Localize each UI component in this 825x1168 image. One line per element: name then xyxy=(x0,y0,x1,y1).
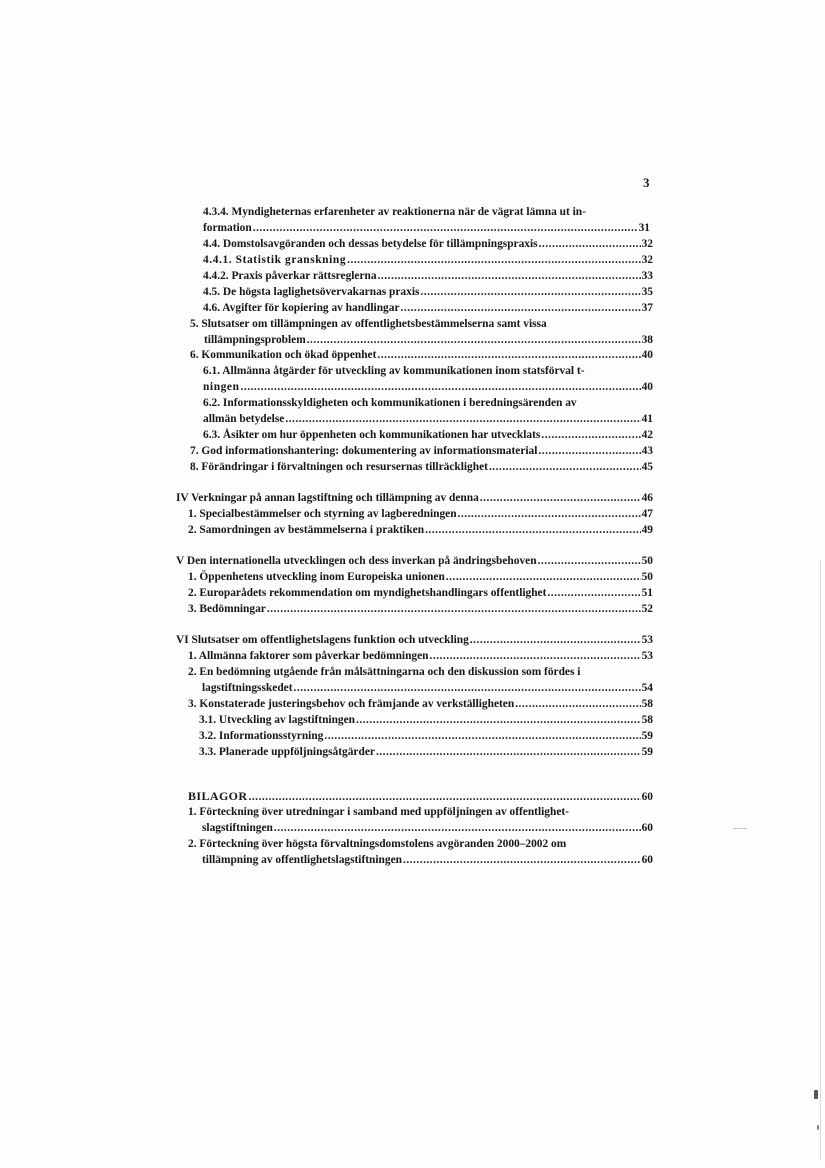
toc-entry-page: 40 xyxy=(641,349,653,361)
dot-leader xyxy=(377,347,640,363)
dot-leader xyxy=(425,522,641,538)
toc-entry-label-cont: tillämpning av offentlighetslagstiftningen xyxy=(202,854,402,866)
toc-entry-label: 4.4. Domstolsavgöranden och dessas betydelse för tillämpningspraxis xyxy=(203,238,538,250)
dot-leader xyxy=(307,332,641,348)
scan-speck xyxy=(814,1090,818,1099)
dot-leader xyxy=(285,411,640,427)
toc-entry-label: 3.2. Informationsstyrning xyxy=(199,730,324,742)
toc-entry-4-3-4[interactable] xyxy=(203,204,650,236)
toc-entry-page: 50 xyxy=(641,571,653,583)
toc-entry-label: 6.2. Informationsskyldigheten och kommunikationen i beredningsärenden av xyxy=(203,397,577,409)
toc-entry-chapter-vi[interactable] xyxy=(176,632,653,648)
toc-entry-page: 40 xyxy=(641,381,653,393)
toc-entry-label: 8. Förändringar i förvaltningen och resursernas tillräcklighet xyxy=(190,461,488,473)
toc-entry-page: 45 xyxy=(641,461,653,473)
toc-entry-bilaga-2[interactable] xyxy=(188,836,653,868)
toc-entry-label: VI Slutsatser om offentlighetslagens funktion och utveckling xyxy=(176,634,469,646)
toc-entry-4-5[interactable] xyxy=(203,284,653,300)
toc-entry-vi-3-1[interactable] xyxy=(199,712,653,728)
dot-leader xyxy=(538,553,641,569)
toc-entry-page: 31 xyxy=(638,222,650,234)
toc-entry-label: 2. Förteckning över högsta förvaltningsdomstolens avgöranden 2000–2002 om xyxy=(188,838,567,850)
toc-entry-6-2[interactable] xyxy=(203,395,653,427)
toc-entry-8[interactable] xyxy=(190,459,653,475)
toc-entry-page: 37 xyxy=(641,302,653,314)
toc-entry-page: 59 xyxy=(641,730,653,742)
toc-entry-v-3[interactable] xyxy=(188,601,653,617)
toc-entry-label: 6.3. Åsikter om hur öppenheten och kommunikationen har utvecklats xyxy=(203,429,541,441)
dot-leader xyxy=(347,252,640,268)
toc-entry-label: V Den internationella utvecklingen och dess inverkan på ändringsbehoven xyxy=(176,555,537,567)
toc-entry-iv-2[interactable] xyxy=(188,522,653,538)
toc-entry-label: 2. En bedömning utgående från målsättningarna och den diskussion som fördes i xyxy=(188,666,581,678)
dot-leader xyxy=(274,820,641,836)
toc-entry-chapter-iv[interactable] xyxy=(176,490,653,506)
toc-entry-vi-3-2[interactable] xyxy=(199,728,653,744)
dot-leader xyxy=(241,379,641,395)
toc-entry-label: 6.1. Allmänna åtgärder för utveckling av kommunikationen inom statsförval t- xyxy=(203,365,585,377)
toc-entry-label: 6. Kommunikation och ökad öppenhet xyxy=(190,349,377,361)
toc-entry-label: 4.5. De högsta laglighetsövervakarnas praxis xyxy=(203,286,420,298)
toc-entry-label: 7. God informationshantering: dokumentering av informationsmaterial xyxy=(190,445,538,457)
toc-entry-vi-3-3[interactable] xyxy=(199,744,653,760)
dot-leader xyxy=(294,680,641,696)
toc-entry-page: 58 xyxy=(641,714,653,726)
toc-entry-page: 47 xyxy=(641,508,653,520)
dot-leader xyxy=(541,427,640,443)
dot-leader xyxy=(248,789,640,805)
toc-entry-label: 1. Allmänna faktorer som påverkar bedömningen xyxy=(188,650,429,662)
dot-leader xyxy=(470,632,641,648)
dot-leader xyxy=(403,852,641,868)
toc-entry-label: 1. Förteckning över utredningar i samband med uppföljningen av offentlighet- xyxy=(188,806,569,818)
toc-entry-5[interactable] xyxy=(190,316,653,348)
toc-entry-v-2[interactable] xyxy=(188,585,653,601)
toc-entry-4-4[interactable] xyxy=(203,236,653,252)
toc-entry-page: 33 xyxy=(641,270,653,282)
toc-entry-page: 32 xyxy=(641,254,653,266)
toc-entry-page: 42 xyxy=(641,429,653,441)
toc-entry-6-3[interactable] xyxy=(203,427,653,443)
toc-entry-page: 51 xyxy=(641,587,653,599)
scan-edge-line xyxy=(820,560,821,1160)
toc-entry-chapter-v[interactable] xyxy=(176,553,653,569)
toc-entry-page: 38 xyxy=(641,334,653,346)
toc-entry-label: 1. Specialbestämmelser och styrning av lagberedningen xyxy=(188,508,457,520)
dot-leader xyxy=(430,648,641,664)
toc-entry-page: 52 xyxy=(641,603,653,615)
toc-entry-6[interactable] xyxy=(190,347,653,363)
toc-entry-label: 2. Europarådets rekommendation om myndighetshandlingars offentlighet xyxy=(188,587,547,599)
dot-leader xyxy=(538,443,640,459)
toc-entry-page: 41 xyxy=(641,413,653,425)
toc-entry-vi-1[interactable] xyxy=(188,648,653,664)
toc-entry-label: IV Verkningar på annan lagstiftning och tillämpning av denna xyxy=(176,492,479,504)
toc-entry-page: 60 xyxy=(641,822,653,834)
toc-entry-label: 4.6. Avgifter för kopiering av handlingar xyxy=(203,302,400,314)
toc-entry-page: 35 xyxy=(641,286,653,298)
dot-leader xyxy=(515,696,640,712)
scan-speck xyxy=(733,828,747,829)
toc-entry-4-6[interactable] xyxy=(203,300,653,316)
dot-leader xyxy=(267,601,641,617)
toc-entry-page: 46 xyxy=(641,492,653,504)
toc-entry-label: 2. Samordningen av bestämmelserna i praktiken xyxy=(188,524,425,536)
toc-entry-v-1[interactable] xyxy=(188,569,653,585)
dot-leader xyxy=(376,744,641,760)
toc-entry-label: 4.3.4. Myndigheternas erfarenheter av reaktionerna när de vägrat lämna ut in- xyxy=(203,206,586,218)
toc-entry-7[interactable] xyxy=(190,443,653,459)
toc-entry-page: 50 xyxy=(641,555,653,567)
toc-entry-4-4-2[interactable] xyxy=(203,268,653,284)
toc-entry-page: 32 xyxy=(641,238,653,250)
dot-leader xyxy=(378,268,641,284)
dot-leader xyxy=(446,569,641,585)
toc-entry-page: 60 xyxy=(641,791,653,803)
dot-leader xyxy=(489,459,641,475)
toc-entry-label-cont: lagstiftningsskedet xyxy=(202,682,293,694)
toc-entry-page: 43 xyxy=(641,445,653,457)
scan-speck xyxy=(817,1125,819,1130)
toc-entry-label-cont: slagstiftningen xyxy=(202,822,273,834)
dot-leader xyxy=(401,300,641,316)
dot-leader xyxy=(420,284,640,300)
toc-entry-page: 54 xyxy=(641,682,653,694)
toc-entry-label: 4.4.1. Statistik granskning xyxy=(203,254,347,266)
toc-entry-vi-2[interactable] xyxy=(188,664,653,696)
toc-entry-page: 59 xyxy=(641,746,653,758)
toc-entry-bilagor[interactable] xyxy=(188,788,653,805)
toc-entry-label-cont: ningen xyxy=(203,381,240,393)
toc-entry-label-cont: tillämpningsproblem xyxy=(204,334,306,346)
dot-leader xyxy=(356,712,641,728)
toc-entry-page: 53 xyxy=(641,634,653,646)
toc-entry-6-1[interactable] xyxy=(203,363,653,395)
toc-entry-label: BILAGOR xyxy=(188,789,248,803)
toc-entry-label: 3. Bedömningar xyxy=(188,603,266,615)
toc-entry-label: 4.4.2. Praxis påverkar rättsreglerna xyxy=(203,270,377,282)
toc-entry-label: 5. Slutsatser om tillämpningen av offentlighetsbestämmelserna samt vissa xyxy=(190,318,547,330)
toc-entry-label-cont: allmän betydelse xyxy=(203,413,285,425)
dot-leader xyxy=(539,236,641,252)
toc-entry-label: 3.1. Utveckling av lagstiftningen xyxy=(199,714,355,726)
toc-entry-label-cont: formation xyxy=(203,222,252,234)
dot-leader xyxy=(324,728,640,744)
toc-entry-page: 53 xyxy=(641,650,653,662)
dot-leader xyxy=(480,490,641,506)
toc-entry-bilaga-1[interactable] xyxy=(188,804,653,836)
toc-entry-vi-3[interactable] xyxy=(188,696,653,712)
toc-entry-page: 49 xyxy=(641,524,653,536)
toc-entry-page: 60 xyxy=(641,854,653,866)
toc-entry-label: 3.3. Planerade uppföljningsåtgärder xyxy=(199,746,375,758)
page-number: 3 xyxy=(643,175,650,190)
toc-entry-label: 1. Öppenhetens utveckling inom Europeiska unionen xyxy=(188,571,445,583)
dot-leader xyxy=(547,585,640,601)
dot-leader xyxy=(458,506,641,522)
toc-entry-4-4-1[interactable] xyxy=(203,252,653,268)
toc-entry-label: 3. Konstaterade justeringsbehov och främjande av verkställigheten xyxy=(188,698,515,710)
dot-leader xyxy=(253,220,638,236)
toc-entry-page: 58 xyxy=(641,698,653,710)
toc-entry-iv-1[interactable] xyxy=(188,506,653,522)
